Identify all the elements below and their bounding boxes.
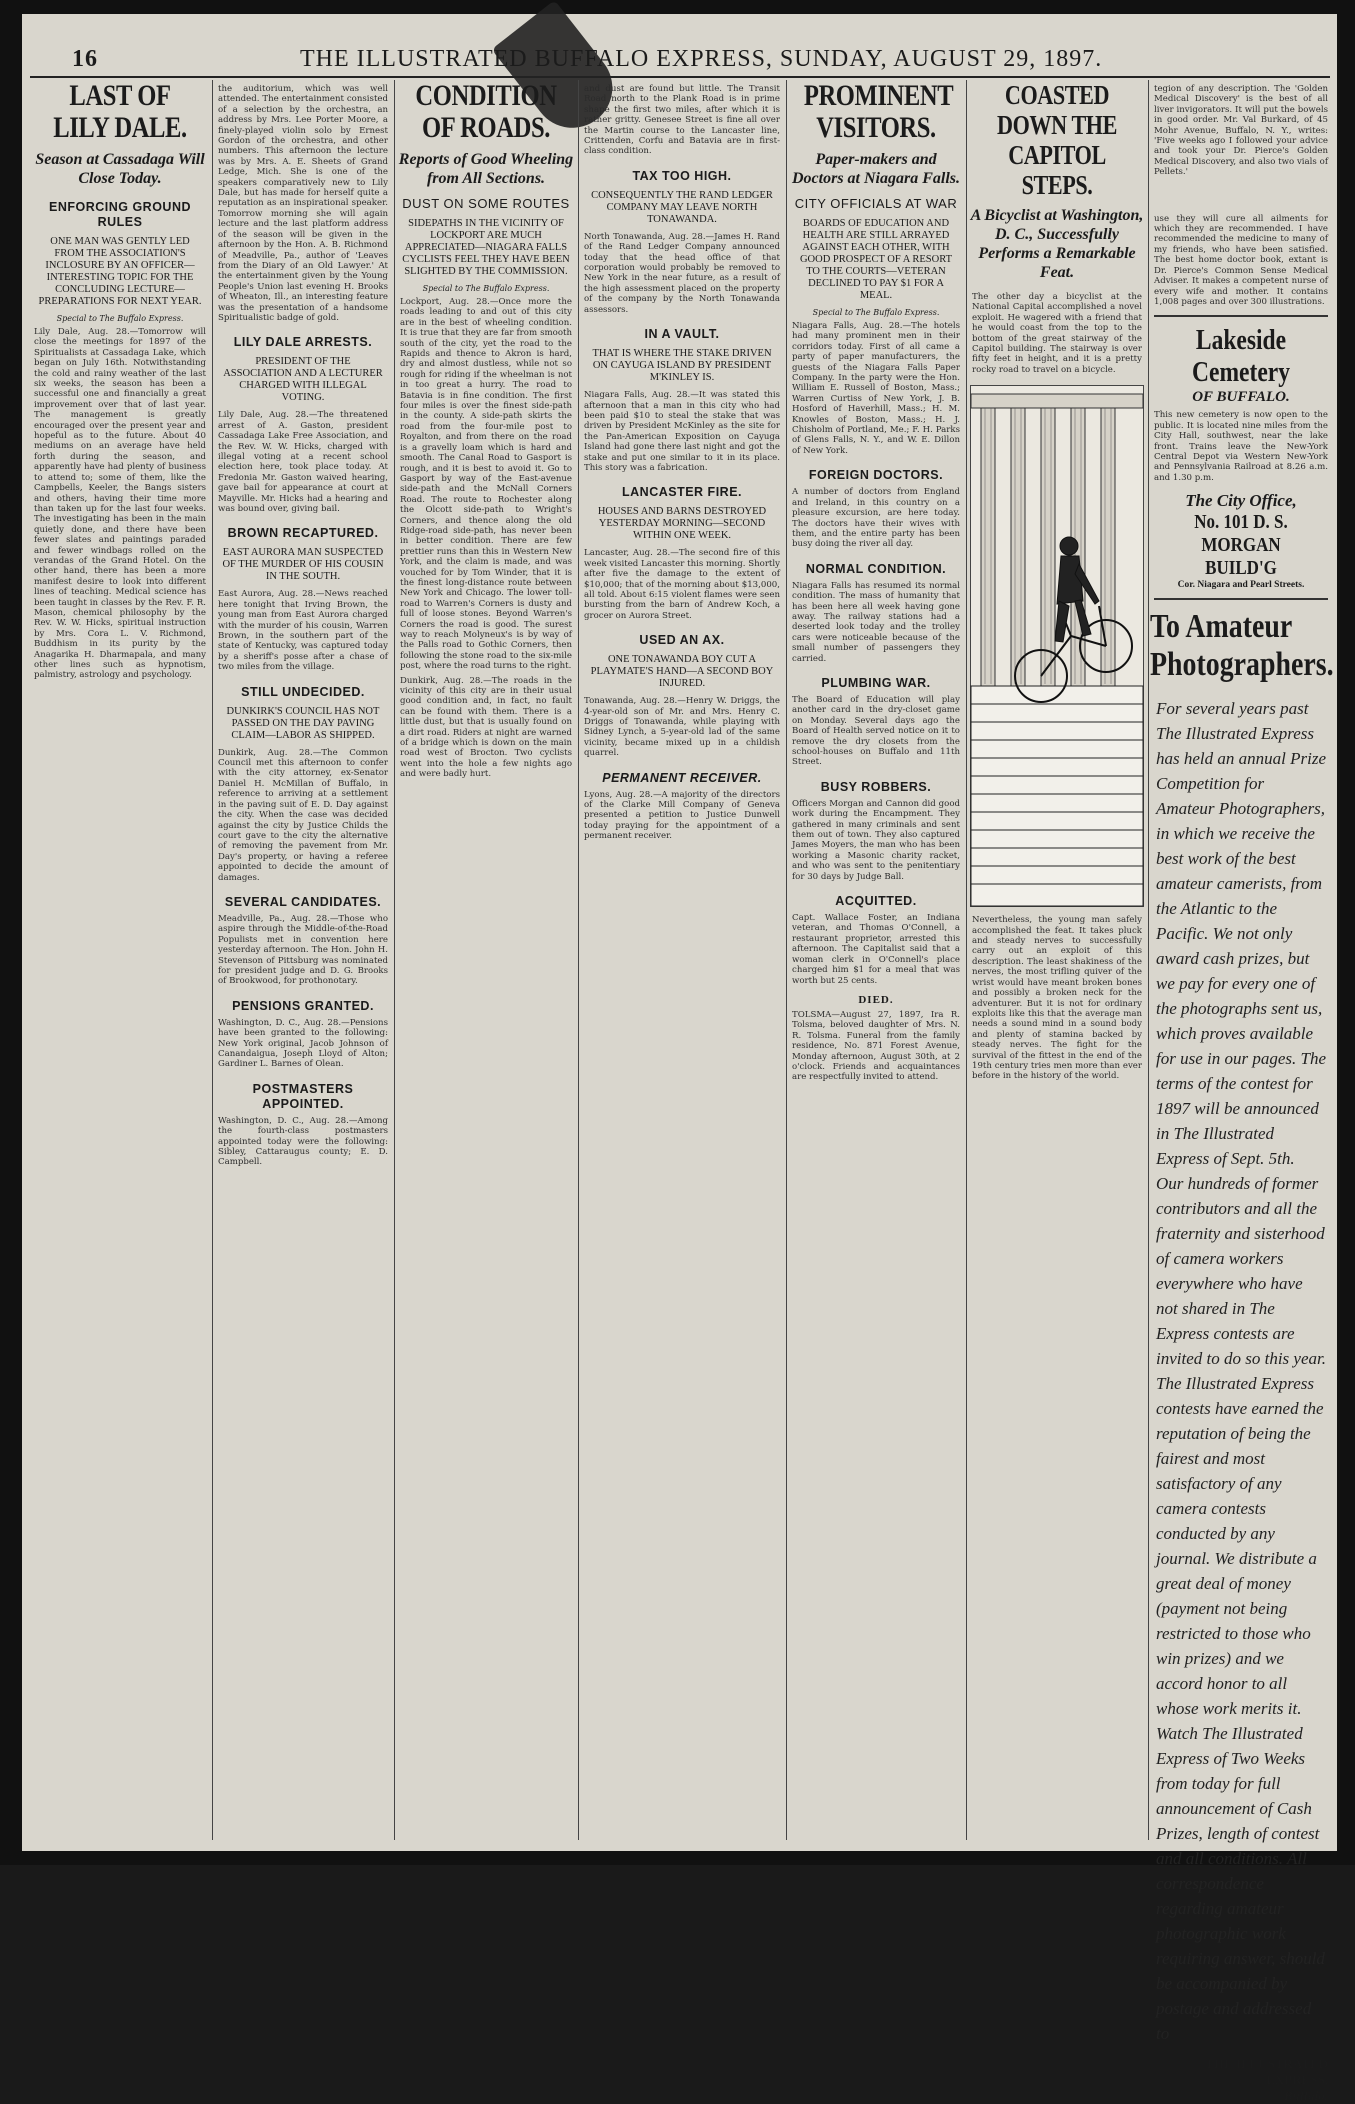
city-office-corner: Cor. Niagara and Pearl Streets.: [1177, 580, 1305, 591]
article-body: Washington, D. C., Aug. 28.—Among the fourth-class postmasters appointed today were the following: Sibley, Cattaraugus county; E. D. Campbell.: [218, 1115, 388, 1168]
article-deck: EAST AURORA MAN SUSPECTED OF THE MURDER OF HIS COUSIN IN THE SOUTH.: [222, 547, 384, 583]
article-body: Washington, D. C., Aug. 28.—Pensions have been granted to the following: New York original, Jacob Johnson of Canandaigua, Joseph Lloyd of Alton; Gardiner L. Barnes of Olean.: [218, 1017, 388, 1070]
article-body: Dunkirk, Aug. 28.—The Common Council met this afternoon to confer with the city attorney, ex-Senator Daniel H. McMillan of Buffalo, in reference to arriving at a settlement in the paving suit of E. D. Day against the city. When the case was decided against the city by Justice Childs the court gave to the city the alternative of removing the pavement from Mr. Day's property, or having a referee appointed to decide the amount of damages.: [218, 747, 388, 883]
cemetery-ad-title: Lakeside Cemetery: [1192, 325, 1290, 389]
article-body: Lily Dale, Aug. 28.—The threatened arrest of A. Gaston, president Cassadaga Lake Free Association, and the Rev. W. W. Hicks, charged with illegal voting at a recent school election here, took place today. At Fredonia Mr. Gaston waived hearing, gave bail for appearance at court at Mayville. Mr. Hicks had a hearing and was bound over, giving bail.: [218, 410, 388, 514]
article-body: A number of doctors from England and Ireland, in this country on a pleasure excursion, are here today. The doctors have their wives with them, and the entire party has been busy doing the river all day.: [792, 487, 960, 550]
column-1: [30, 80, 210, 1840]
column-divider: [212, 80, 213, 1840]
article-body: The Board of Education will play another card in the dry-closet game on Monday. Several days ago the Board of Health served notice on it to remove the dry closets from the school-houses on Buffalo and 11th Street.: [792, 694, 960, 768]
article-headline: BROWN RECAPTURED.: [227, 526, 379, 541]
article-deck: PRESIDENT OF THE ASSOCIATION AND A LECTURER CHARGED WITH ILLEGAL VOTING.: [223, 356, 383, 404]
article-body: Tonawanda, Aug. 28.—Henry W. Driggs, the 4-year-old son of Mr. and Mrs. Henry C. Driggs of Tonawanda, while playing with Sidney Lynch, a 5-year-old lad of the same vicinity, became mixed up in a childish quarrel.: [584, 696, 780, 759]
column-2: [214, 80, 392, 1840]
article-body: and dust are found but little. The Transit Road north to the Plank Road is in prime shape the first two miles, after which it is rather gritty. Genesee Street is fine all over the Martin course to the Lancaster line, Crittenden, Corfu and Batavia are in first-class condition.: [584, 84, 780, 157]
column-divider: [578, 80, 579, 1840]
advertisement-body: tegion of any description. The 'Golden Medical Discovery' is the best of all liver invigorators. It will put the bowels in good order. Mr. Val Burkard, of 45 Mohr Avenue, Buffalo, N. Y., writes: 'Five weeks ago I followed your advice and took your Dr. Pierce's Golden Medical Discovery, and also two vials of Pellets.': [1154, 84, 1328, 178]
article-headline: FOREIGN DOCTORS.: [808, 468, 944, 483]
article-headline: ACQUITTED.: [835, 894, 917, 909]
article-deck: BOARDS OF EDUCATION AND HEALTH ARE STILL ARRAYED AGAINST EACH OTHER, WITH GOOD PROSPECT OF A RESORT TO THE COURTS—VETERAN DECLINED TO PAY $1 FOR A MEAL.: [799, 218, 953, 301]
column-5: [788, 80, 964, 1840]
cemetery-ad-body: This new cemetery is now open to the public. It is located nine miles from the City Hall, southwest, near the lake front. Trains leave the New-York Central Depot via Western New-York and Pennsylvania Railroad at 8.26 a.m. and 1.30 p.m.: [1154, 410, 1328, 483]
article-deck: SIDEPATHS IN THE VICINITY OF LOCKPORT ARE MUCH APPRECIATED—NIAGARA FALLS CYCLISTS FEEL THEY HAVE BEEN SLIGHTED BY THE COMMISSION.: [402, 218, 570, 277]
article-body: East Aurora, Aug. 28.—News reached here tonight that Irving Brown, the young man from East Aurora charged with the murder of his cousin, Warren Brown, in the southern part of the state of Kentucky, was captured today by a sheriff's posse after a chase of two miles from the village.: [218, 589, 388, 673]
photo-contest-title-line1: To Amateur: [1150, 608, 1293, 646]
article-body: Lyons, Aug. 28.—A majority of the directors of the Clarke Mill Company of Geneva presented a petition to Justice Dunwell today praying for the appointment of a permanent receiver.: [584, 789, 780, 842]
article-headline: LAST OF LILY DALE.: [53, 79, 187, 144]
column-7: [1150, 80, 1334, 2104]
article-deck: ONE MAN WAS GENTLY LED FROM THE ASSOCIATION'S INCLOSURE BY AN OFFICER—INTERESTING TOPIC FOR THE CONCLUDING LECTURE—PREPARATIONS FOR NEXT YEAR.: [38, 236, 202, 307]
advertisement-body: use they will cure all ailments for which they are recommended. I have recommended the medicine to many of my friends, who have been satisfied. The best home doctor book, extant is Dr. Pierce's Common Sense Medical Adviser. It makes a competent nurse of every wife and mother. It contains 1,008 pages and over 300 illustrations.: [1154, 213, 1328, 307]
article-headline: NORMAL CONDITION.: [805, 561, 947, 576]
article-body: The other day a bicyclist at the National Capital accomplished a novel exploit. He wagered with a friend that he would coast from the top to the bottom of the great stairway of the Capitol building. The stairway is over fifty feet in height, and it is a pretty rocky road to travel on a bicycle.: [972, 292, 1142, 375]
article-body: the auditorium, which was well attended. The entertainment consisted of a selection by the orchestra, an address by Mrs. Lee Porter Moore, a finely-played violin solo by Ernest Gordon of the orchestra, and other numbers. This afternoon the lecture was by Mrs. A. E. Sheets of Grand Ledge, Mich. She is one of the speakers comparatively new to Lily Dale, but has made for herself quite a reputation as an inspirational speaker. Tomorrow morning she will again lecture and the last platform address of the season will be given in the afternoon by the Hon. A. B. Richmond of Meadville, Pa., author of 'Leaves from the Diary of an Old Lawyer.' At the entertainment given by the Young People's Union last evening H. Brooks of Wheaton, Ill., an interesting feature was the presentation of a handsome Spiritualistic badge of gold.: [218, 84, 388, 323]
column-4: [580, 80, 784, 1840]
column-divider: [966, 80, 967, 1840]
article-credit: Special to The Buffalo Express.: [812, 308, 940, 317]
column-divider: [394, 80, 395, 1840]
article-headline: IN A VAULT.: [644, 327, 720, 342]
article-headline: PENSIONS GRANTED.: [232, 998, 374, 1013]
article-headline: CONDITION OF ROADS.: [415, 79, 557, 144]
article-headline: PLUMBING WAR.: [821, 675, 931, 690]
died-heading: DIED.: [858, 993, 894, 1006]
article-subhead: A Bicyclist at Washington, D. C., Successfully Performs a Remarkable Feat.: [970, 207, 1144, 281]
article-headline: POSTMASTERS APPOINTED.: [252, 1081, 354, 1111]
article-subhead: Season at Cassadaga Will Close Today.: [35, 151, 205, 187]
article-body: Capt. Wallace Foster, an Indiana veteran, and Thomas O'Connell, a restaurant proprietor, arrested this afternoon. The Capitalist said that a woman clerk in O'Connell's place charged him $1 for a meal that was worth but 25 cents.: [792, 913, 960, 986]
scan-edge-bottom: [0, 1851, 1355, 1865]
ad-rule: [1154, 598, 1328, 600]
city-office-label: The City Office,: [1185, 491, 1297, 511]
article-section-head: ENFORCING GROUND RULES: [48, 200, 192, 229]
article-headline: LANCASTER FIRE.: [622, 485, 742, 500]
scan-edge-left: [0, 0, 22, 1865]
article-credit: Special to The Buffalo Express.: [422, 284, 550, 293]
article-credit: Special to The Buffalo Express.: [56, 314, 184, 323]
article-headline: STILL UNDECIDED.: [241, 684, 365, 699]
article-body: Dunkirk, Aug. 28.—The roads in the vicinity of this city are in their usual good condition and, in fact, no fault can be found with them. There is a little dust, but that is usually found on a dirt road. Riders at night are warned of a bridge which is down on the main road west of Brocton. Two cyclists went into the hole a few nights ago and were badly hurt.: [400, 675, 572, 780]
photo-contest-body: For several years past The Illustrated Express has held an annual Prize Competition for Amateur Photographers, in which we receive the best work of the best amateur camerists, from the Atlantic to the Pacific. We not only award cash prizes, but we pay for every one of the photographs sent us, which proves available for use in our pages. The terms of the contest for 1897 will be announced in The Illustrated Express of Sept. 5th. Our hundreds of former contributors and all the fraternity and sisterhood of camera workers everywhere who have not shared in The Express contests are invited to do so this year. The Illustrated Express contests have earned the reputation of being the fairest and most satisfactory of any camera contests conducted by any journal. We distribute a great deal of money (payment not being restricted to those who win prizes) and we accord honor to all whose work merits it. Watch The Illustrated Express of Two Weeks from today for full announcement of Cash Prizes, length of contest and all conditions. All correspondence regarding amateur photographic work requiring answer, should be accompanied by postage and addressed to: [1156, 699, 1326, 2044]
masthead-title: THE ILLUSTRATED BUFFALO EXPRESS, SUNDAY, AUGUST 29, 1897.: [300, 46, 1103, 72]
ad-rule: [1154, 315, 1328, 317]
article-headline: PROMINENT VISITORS.: [803, 79, 954, 144]
article-section-head: CITY OFFICIALS AT WAR: [794, 196, 958, 211]
column-6: [968, 80, 1146, 1840]
article-headline: COASTED DOWN THE CAPITOL STEPS.: [997, 80, 1117, 200]
article-headline: SEVERAL CANDIDATES.: [224, 894, 382, 909]
article-headline: BUSY ROBBERS.: [820, 779, 932, 794]
publisher-name: THE ILLUSTRATED EXPRESS,: [1205, 2056, 1328, 2088]
article-headline: USED AN AX.: [639, 633, 725, 648]
article-deck: DUNKIRK'S COUNCIL HAS NOT PASSED ON THE DAY PAVING CLAIM—LABOR AS SHIPPED.: [226, 705, 380, 741]
article-body: Lily Dale, Aug. 28.—Tomorrow will close the meetings for 1897 of the Spiritualists at Cassadaga Lake, which began on July 16th. Notwithstanding the cold and rainy weather of the last six weeks, the season has been a successful one and financially a great improvement over that of last year. The management is greatly encouraged over the present year and hopeful as to the future. About 40 mediums on an average have held forth during the season, and apparently have had plenty of business to attend to; some of them, like the Campbells, Keeler, the Bangs sisters and others, having their time more than taken up for the last four weeks. The investigating has been in the main quietly done, and there have been fewer slates and paintings paraded and fewer windbags rolled on the verandas of the Grand Hotel. On the other hand, there has been a more manifest desire to look into different lines of teaching. Medical science has been taught in classes by the Rev. F. R. Mason, chemical philosophy by the Rev. W. W. Hicks, spiritual instruction by Mrs. Cora L. V. Richmond, Buddhism in its purity by the Anagarika H. Dharmapala, and many other lines such as hypnotism, palmistry, astrology and psychology.: [34, 327, 206, 681]
article-subhead: Paper-makers and Doctors at Niagara Falls.: [791, 151, 960, 187]
page-number: 16: [72, 46, 98, 72]
scan-edge-right: [1337, 0, 1355, 1865]
photo-contest-title-line2: Photographers.: [1150, 646, 1334, 684]
masthead-rule: [30, 76, 1330, 78]
article-subhead: Reports of Good Wheeling from All Sections.: [398, 151, 574, 187]
masthead: [30, 44, 1330, 74]
article-body: Niagara Falls, Aug. 28.—It was stated this afternoon that a man in this city who had been paid $10 to steal the stake that was driven by President McKinley as the site for the Pan-American Exposition on Cayuga Island had gone there last night and got the stake and put one similar to it in its place. This story was a fabrication.: [584, 390, 780, 473]
article-body: Niagara Falls has resumed its normal condition. The mass of humanity that has been here all week having gone away. The railway stations had a deserted look today and the trolley cars were noticeable because of the small number of passengers they carried.: [792, 580, 960, 664]
article-body: Officers Morgan and Cannon did good work during the Encampment. They gathered in many criminals and sent them out of town. They also captured James Moyers, the man who has been working a Masonic charity racket, and who was sent to the penitentiary for 30 days by Judge Ball.: [792, 798, 960, 882]
column-divider: [786, 80, 787, 1840]
column-3: [396, 80, 576, 1840]
article-headline: LILY DALE ARRESTS.: [233, 335, 373, 350]
death-notices: TOLSMA—August 27, 1897, Ira R. Tolsma, beloved daughter of Mrs. N. R. Tolsma. Funeral from the family residence, No. 871 Forest Avenue, Monday afternoon, August 30th, at 2 o'clock. Friends and acquaintances are respectfully invited to attend.: [792, 1009, 960, 1083]
article-deck: ONE TONAWANDA BOY CUT A PLAYMATE'S HAND—A SECOND BOY INJURED.: [590, 654, 774, 690]
article-body: Lockport, Aug. 28.—Once more the roads leading to and out of this city are in the best of wheeling condition. It is true that they are far from smooth south of the city, yet the road to the Rapids and thence to Akron is hard, dry and almost dustless, while not so rough for riding if the wheelman is not in too great a hurry. The road to Batavia is in fine condition. The first four miles is over the finest side-path in the county. A side-path skirts the road from the four-mile post to Royalton, and from there on the road is a gravelly loam which is hard and smooth. The Canal Road to Gasport is rough, and it is best to avoid it. Go to Gasport by way of the East-avenue side-path and the McNall Corners Road. The route to Rochester along the Olcott side-path to Wright's Corners, and thence along the old Ridge-road side-path, has never been in better condition. There are few prettier runs than this in Western New York, and the claim is made, and was vouched for by Tom Winder, that it is the finest long-distance route between New York and Chicago. The lower toll-road to Warren's Corners is dusty and full of loose stones. Beyond Warren's Corners the road is good. The surest way to reach Molyneux's is by way of the Palls road to Gothic Corners, then following the stone road to the six-mile post, where the road turns to the right.: [400, 297, 572, 672]
article-headline: PERMANENT RECEIVER.: [602, 770, 762, 785]
column-divider: [1148, 80, 1149, 1840]
city-office-address: No. 101 D. S. MORGAN BUILD'G: [1194, 511, 1288, 580]
article-body: Niagara Falls, Aug. 28.—The hotels had many prominent men in their corridors today. First of all came a party of paper manufacturers, the guests of the Niagara Falls Paper Company. In the party were the Hon. William E. Russell of Boston, Mass.; Warren Curtiss of New York, J. B. Hosford of Haverhill, Mass.; H. M. Knowles of Boston, Mass.; H. J. Chisholm of Portland, Me.; F. H. Parks of Glens Falls, N. Y., and W. E. Dillon of New York.: [792, 321, 960, 456]
cemetery-ad-subtitle: OF BUFFALO.: [1192, 389, 1290, 406]
article-section-head: DUST ON SOME ROUTES: [402, 196, 570, 211]
publisher-city: Buffalo.: [1283, 2088, 1328, 2104]
scan-edge-top: [0, 0, 1355, 14]
article-body: Meadville, Pa., Aug. 28.—Those who aspire through the Middle-of-the-Road Populists met in convention here yesterday afternoon. The Hon. John H. Stevenson of Pittsburg was nominated for president judge and D. G. Brooks of Brookwood, for prothonotary.: [218, 913, 388, 987]
bicyclist-on-steps-image: [971, 386, 1143, 906]
article-deck: HOUSES AND BARNS DESTROYED YESTERDAY MORNING—SECOND WITHIN ONE WEEK.: [597, 506, 767, 542]
article-body: Lancaster, Aug. 28.—The second fire of this week visited Lancaster this morning. Shortly after five the damage to the extent of $10,000; that of the morning about $13,000, all told. About 6:15 violent flames were seen bursting from the barn of Andrew Koch, a grocer on Aurora Street.: [584, 548, 780, 621]
article-body: Nevertheless, the young man safely accomplished the feat. It takes pluck and steady nerves to successfully carry out an exploit of this description. The least shakiness of the nerves, the most trifling quiver of the wrist would have meant broken bones and possibly a broken neck for the adventurer. But it is not for ordinary exploits like this that the average man needs a sound mind in a sound body and plenty of stamina backed by steady nerves. The fight for the survival of the fittest in the end of the 19th century tries men more than ever before in the history of the world.: [972, 915, 1142, 1082]
article-body: North Tonawanda, Aug. 28.—James H. Rand of the Rand Ledger Company announced today that the head office of that corporation would probably be removed to New York in the near future, as a result of the high assessment placed on the property of the company by the North Tonawanda assessors.: [584, 231, 780, 315]
article-headline: TAX TOO HIGH.: [632, 168, 732, 183]
article-deck: THAT IS WHERE THE STAKE DRIVEN ON CAYUGA ISLAND BY PRESIDENT M'KINLEY IS.: [592, 348, 772, 384]
article-deck: CONSEQUENTLY THE RAND LEDGER COMPANY MAY LEAVE NORTH TONAWANDA.: [591, 189, 773, 225]
bicyclist-illustration: [970, 385, 1144, 907]
